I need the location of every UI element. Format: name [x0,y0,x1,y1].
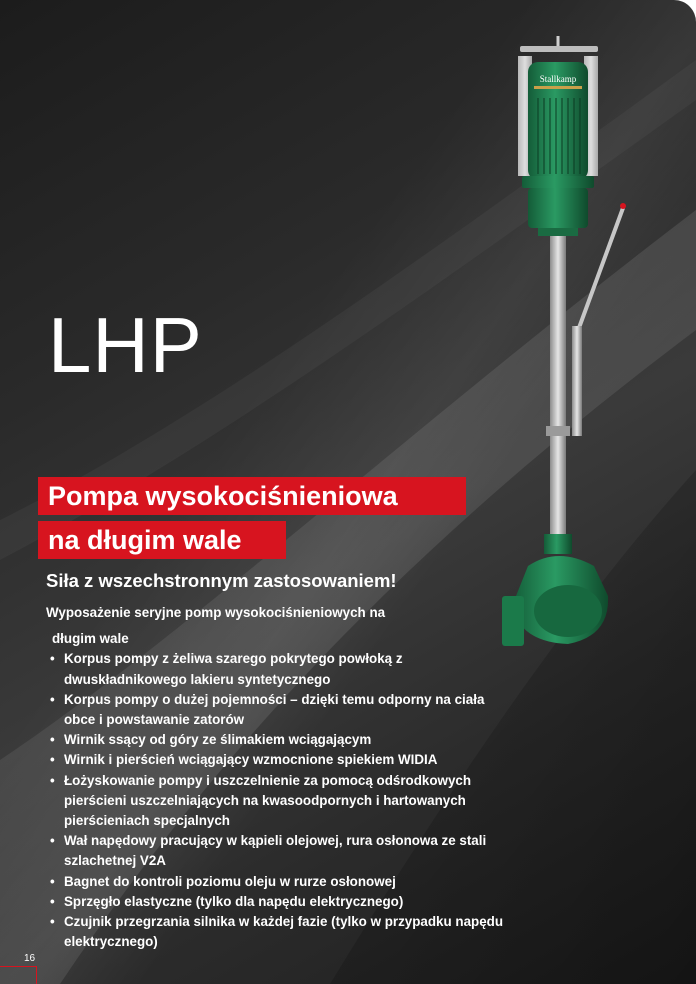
feature-item: • Wirnik ssący od góry ze ślimakiem wciągającym [50,730,516,750]
long-shaft-pump-illustration [498,36,638,656]
feature-item: • Wał napędowy pracujący w kąpieli olejowej, rura osłonowa ze stali szlachetnej V2A [50,831,516,871]
product-title: LHP [48,301,203,389]
feature-item: • Łożyskowanie pompy i uszczelnienie za pomocą odśrodkowych pierścieni uszczelniających na kwasoodpornych i hartowanych pierścieniach specjalnych [50,771,516,832]
headline-line-1: Pompa wysokociśnieniowa [38,477,466,515]
feature-item: • Czujnik przegrzania silnika w każdej fazie (tylko w przypadku napędu elektrycznego) [50,912,516,952]
subtitle: Siła z wszechstronnym zastosowaniem! [46,570,397,591]
page-corner-mark [0,966,37,984]
brand-label: Stallkamp [539,74,577,84]
feature-item: • Sprzęgło elastyczne (tylko dla napędu elektrycznego) [50,892,516,912]
feature-item: • Korpus pompy o dużej pojemności – dzięki temu odporny na ciała obce i powstawanie zatorów [50,690,516,730]
feature-item: • Bagnet do kontroli poziomu oleju w rurze osłonowej [50,872,516,892]
feature-item: • Korpus pompy z żeliwa szarego pokrytego powłoką z dwuskładnikowego lakieru syntetycznego [50,649,516,689]
intro-text-line-1: Wyposażenie seryjne pomp wysokociśnieniowych na [46,605,386,620]
intro-text-line-2: długim wale [52,631,129,647]
feature-list [46,649,516,952]
feature-description [46,603,516,952]
headline-line-2: na długim wale [38,521,286,559]
page-number: 16 [24,953,36,964]
feature-item: • Wirnik i pierścień wciągający wzmocnione spiekiem WIDIA [50,750,516,770]
